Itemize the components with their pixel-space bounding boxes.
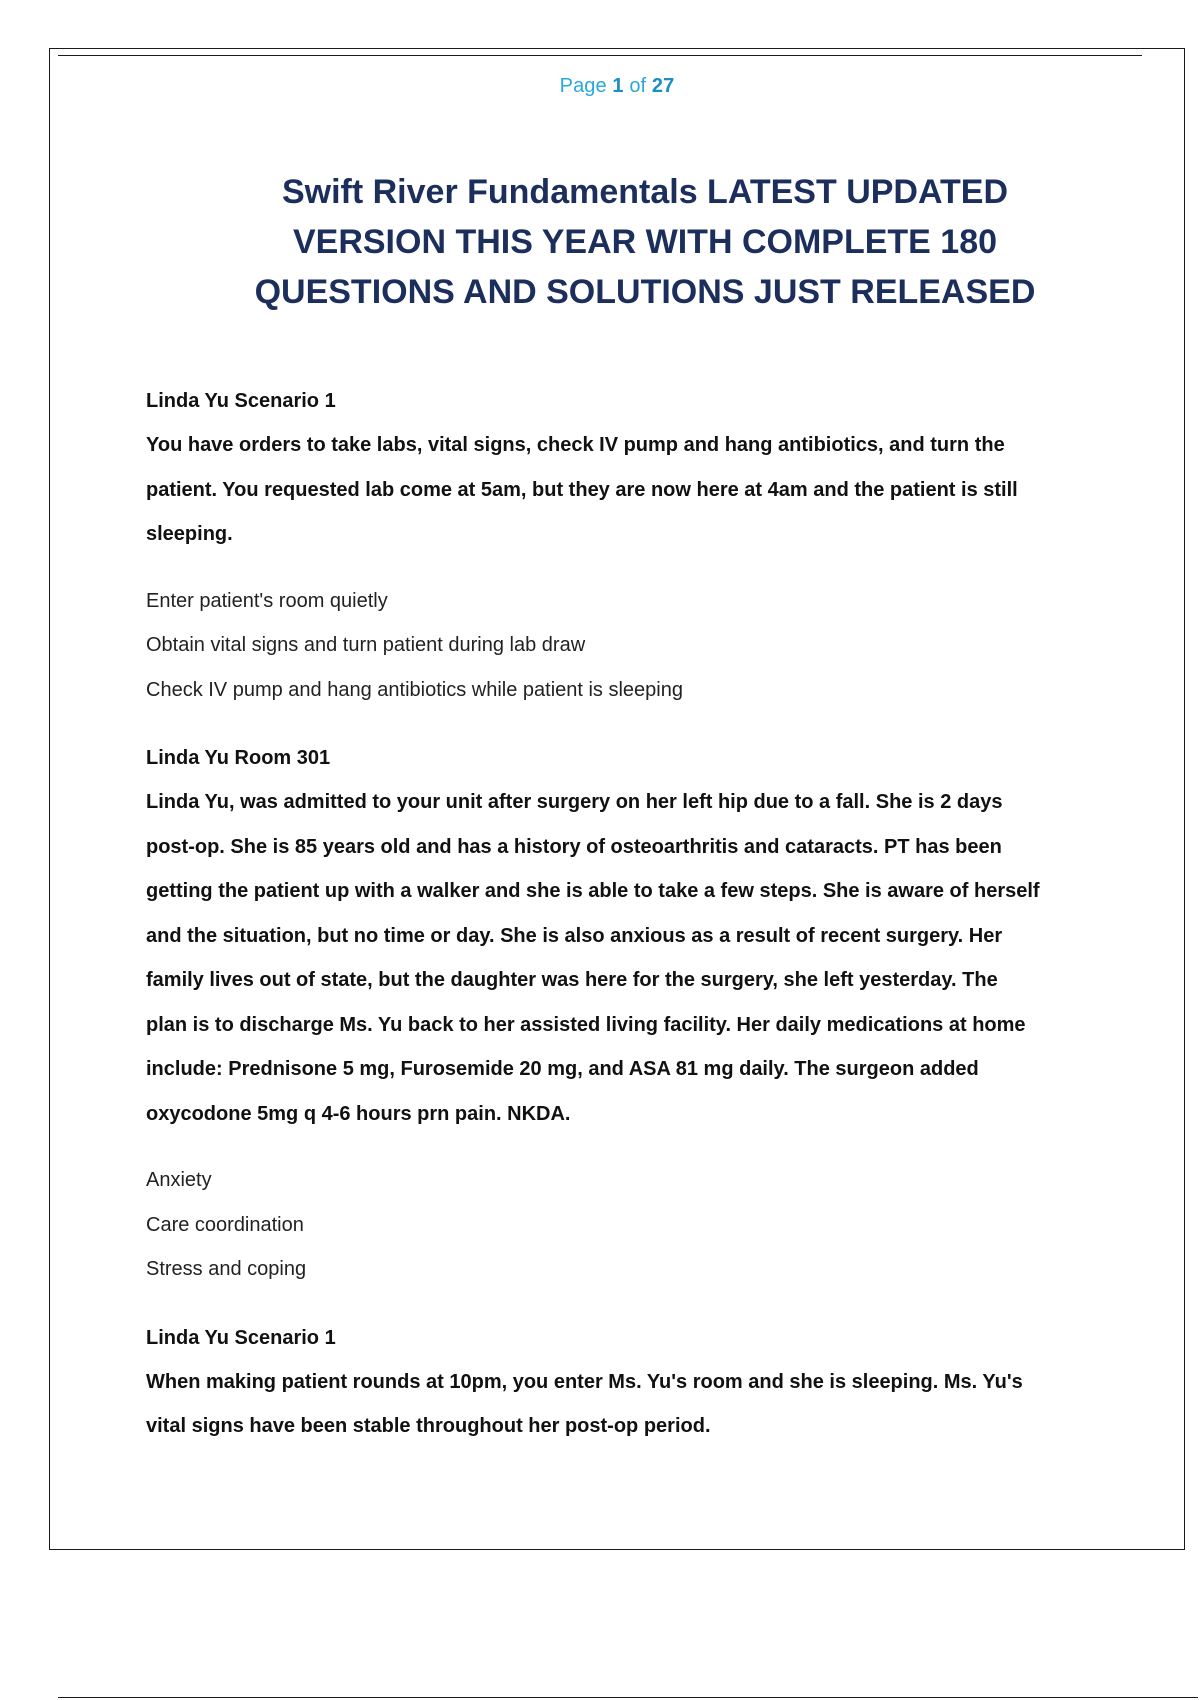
section-scenario-1-rounds — [146, 1316, 1146, 1449]
answer-list — [146, 579, 1146, 713]
body-line: getting the patient up with a walker and she is able to take a few steps. She is aware of herself — [146, 880, 1040, 902]
section-heading: Linda Yu Scenario 1 — [146, 390, 336, 412]
body-line: plan is to discharge Ms. Yu back to her assisted living facility. Her daily medications at home — [146, 1013, 1026, 1036]
section-body — [146, 1360, 1146, 1449]
document-title — [220, 167, 1070, 317]
body-line: oxycodone 5mg q 4-6 hours prn pain. NKDA. — [146, 1102, 571, 1125]
body-line: When making patient rounds at 10pm, you enter Ms. Yu's room and she is sleeping. Ms. Yu's — [146, 1370, 1023, 1393]
answer-item: Anxiety — [146, 1169, 212, 1191]
answer-item: Care coordination — [146, 1213, 304, 1236]
page-number — [50, 75, 1184, 98]
page-total: 27 — [651, 75, 675, 97]
section-room-301 — [146, 736, 1146, 1292]
section-scenario-1 — [146, 379, 1146, 712]
title-line-3: QUESTIONS AND SOLUTIONS JUST RELEASED — [254, 273, 1036, 311]
answer-list — [146, 1158, 1146, 1292]
answer-item: Enter patient's room quietly — [146, 589, 388, 612]
body-line: You have orders to take labs, vital signs, check IV pump and hang antibiotics, and turn the — [146, 434, 1005, 456]
answer-item: Check IV pump and hang antibiotics while patient is sleeping — [146, 678, 683, 701]
body-line: patient. You requested lab come at 5am, but they are now here at 4am and the patient is still — [146, 478, 1018, 501]
section-body — [146, 423, 1146, 557]
answer-item: Stress and coping — [146, 1258, 307, 1280]
body-line: post-op. She is 85 years old and has a history of osteoarthritis and cataracts. PT has been — [146, 835, 1002, 858]
page-of: of — [629, 75, 647, 97]
body-line: Linda Yu, was admitted to your unit after surgery on her left hip due to a fall. She is 2 days — [146, 791, 1003, 813]
body-line: sleeping. — [146, 523, 233, 545]
title-line-1: Swift River Fundamentals LATEST UPDATED — [281, 173, 1009, 211]
title-line-2: VERSION THIS YEAR WITH COMPLETE 180 — [292, 223, 998, 261]
footer-rule — [58, 1697, 1198, 1698]
body-line: and the situation, but no time or day. She is also anxious as a result of recent surgery. Her — [146, 924, 1003, 947]
body-line: vital signs have been stable throughout her post-op period. — [146, 1415, 711, 1437]
body-line: family lives out of state, but the daughter was here for the surgery, she left yesterday. The — [146, 969, 998, 991]
page-current: 1 — [612, 75, 624, 97]
section-heading: Linda Yu Scenario 1 — [146, 1326, 336, 1349]
section-heading: Linda Yu Room 301 — [146, 747, 331, 769]
header-rule — [58, 55, 1142, 56]
document-content — [146, 379, 1146, 1449]
answer-item: Obtain vital signs and turn patient during lab draw — [146, 634, 586, 656]
section-body — [146, 780, 1146, 1136]
page-label: Page — [559, 75, 607, 97]
page-frame — [49, 48, 1185, 1550]
body-line: include: Prednisone 5 mg, Furosemide 20 mg, and ASA 81 mg daily. The surgeon added — [146, 1058, 979, 1080]
